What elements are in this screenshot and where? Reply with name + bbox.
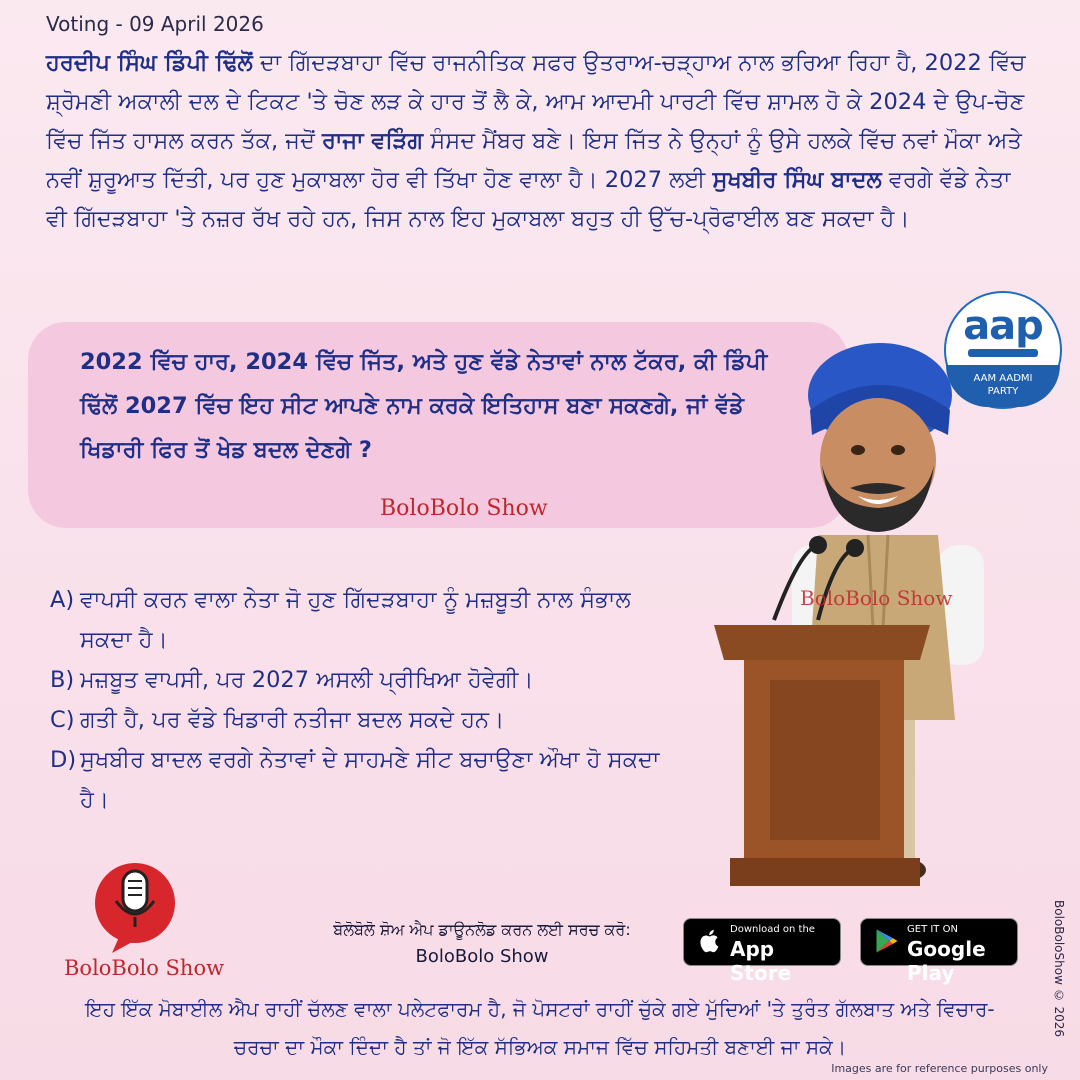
- poll-option-c[interactable]: C) ਗਤੀ ਹੈ, ਪਰ ਵੱਡੇ ਖਿਡਾਰੀ ਨਤੀਜਾ ਬਦਲ ਸਕਦੇ ਹਨ।: [50, 707, 505, 733]
- party-name-line2: PARTY: [987, 386, 1019, 397]
- app-store-small-label: Download on the: [730, 924, 815, 935]
- download-instructions: [292, 920, 672, 967]
- intro-paragraph: [46, 44, 1036, 239]
- politician-at-podium-illustration: [700, 340, 1020, 910]
- footer-description: ਇਹ ਇੱਕ ਮੋਬਾਈਲ ਐਪ ਰਾਹੀਂ ਚੱਲਣ ਵਾਲਾ ਪਲੇਟਫਾਰਮ ਹੈ, ਜੋ ਪੋਸਟਰਾਂ ਰਾਹੀਂ ਚੁੱਕੇ ਗਏ ਮੁੱਦਿਆਂ 'ਤੇ ਤੁਰੰਤ ਗੱਲਬਾਤ ਅਤੇ ਵਿਚਾਰ-ਚਰਚਾ ਦਾ ਮੌਕਾ ਦਿੰਦਾ ਹੈ ਤਾਂ ਜੋ ਇੱਕ ਸੱਭਿਅਕ ਸਮਾਜ ਵਿੱਚ ਸਹਿਮਤੀ ਬਣਾਈ ਜਾ ਸਕੇ।: [85, 997, 995, 1059]
- side-copyright: BoloBoloShow © 2026: [1052, 900, 1066, 1038]
- poll-option-b[interactable]: B) ਮਜ਼ਬੂਤ ਵਾਪਸੀ, ਪਰ 2027 ਅਸਲੀ ਪ੍ਰੀਖਿਆ ਹੋਵੇਗੀ।: [50, 667, 534, 693]
- highlight-sukhbir-badal: ਸੁਖਬੀਰ ਸਿੰਘ ਬਾਦਲ: [712, 167, 882, 193]
- reference-disclaimer: Images are for reference purposes only: [831, 1062, 1048, 1075]
- app-store-label: App Store: [730, 937, 792, 985]
- apple-icon: [696, 927, 724, 955]
- intro-text-2: ਸੰਸਦ ਮੈਂਬਰ ਬਣੇ। ਇਸ ਜਿੱਤ ਨੇ ਉਨ੍ਹਾਂ ਨੂੰ ਉਸੇ ਹਲਕੇ ਵਿੱਚ ਨਵਾਂ ਮੌਕਾ ਅਤੇ ਨਵੀਂ ਸ਼ੁਰੂਆਤ ਦਿੱਤੀ, ਪਰ ਹੁਣ ਮੁਕਾਬਲਾ ਹੋਰ ਵੀ ਤਿੱਖਾ ਹੋਣ ਵਾਲਾ ਹੈ। 2027 ਲਈ: [46, 128, 1022, 193]
- highlight-dimpy-dhillon: ਹਰਦੀਪ ਸਿੰਘ ਡਿੰਪੀ ਢਿੱਲੋਂ: [46, 50, 253, 76]
- google-play-icon: [873, 927, 901, 955]
- party-name-line1: AAM AADMI: [973, 373, 1033, 384]
- google-play-badge[interactable]: [860, 918, 1018, 985]
- poll-option-a[interactable]: A) ਵਾਪਸੀ ਕਰਨ ਵਾਲਾ ਨੇਤਾ ਜੋ ਹੁਣ ਗਿੱਦੜਬਾਹਾ ਨੂੰ ਮਜ਼ਬੂਤੀ ਨਾਲ ਸੰਭਾਲ ਸਕਦਾ ਹੈ।: [50, 587, 631, 653]
- poster-date: Voting - 09 April 2026: [46, 12, 264, 36]
- search-term: BoloBolo Show: [415, 946, 549, 967]
- download-line: ਬੋਲੋਬੋਲੋ ਸ਼ੋਅ ਐਪ ਡਾਊਨਲੋਡ ਕਰਨ ਲਈ ਸਰਚ ਕਰੋ:: [333, 920, 631, 939]
- google-play-label: Google Play: [907, 937, 986, 985]
- aap-logo-mark: aap: [963, 303, 1043, 349]
- intro-text-1: ਦਾ ਗਿੱਦੜਬਾਹਾ ਵਿੱਚ ਰਾਜਨੀਤਿਕ ਸਫਰ ਉਤਰਾਅ-ਚੜ੍ਹਾਅ ਨਾਲ ਭਰਿਆ ਰਿਹਾ ਹੈ, 2022 ਵਿੱਚ ਸ਼੍ਰੋਮਣੀ ਅਕਾਲੀ ਦਲ ਦੇ ਟਿਕਟ 'ਤੇ ਚੋਣ ਲੜ ਕੇ ਹਾਰ ਤੋਂ ਲੈ ਕੇ, ਆਮ ਆਦਮੀ ਪਾਰਟੀ ਵਿੱਚ ਸ਼ਾਮਲ ਹੋ ਕੇ 2024 ਦੇ ਉਪ-ਚੋਣ ਵਿੱਚ ਜਿੱਤ ਹਾਸਲ ਕਰਨ ਤੱਕ, ਜਦੋਂ: [46, 50, 1026, 154]
- intro-text-3: ਵਰਗੇ ਵੱਡੇ ਨੇਤਾ ਵੀ ਗਿੱਦੜਬਾਹਾ 'ਤੇ ਨਜ਼ਰ ਰੱਖ ਰਹੇ ਹਨ, ਜਿਸ ਨਾਲ ਇਹ ਮੁਕਾਬਲਾ ਬਹੁਤ ਹੀ ਉੱਚ-ਪ੍ਰੋਫਾਈਲ ਬਣ ਸਕਦਾ ਹੈ।: [46, 167, 1011, 232]
- question-text: 2022 ਵਿੱਚ ਹਾਰ, 2024 ਵਿੱਚ ਜਿੱਤ, ਅਤੇ ਹੁਣ ਵੱਡੇ ਨੇਤਾਵਾਂ ਨਾਲ ਟੱਕਰ, ਕੀ ਡਿੰਪੀ ਢਿੱਲੋਂ 2027 ਵਿੱਚ ਇਹ ਸੀਟ ਆਪਣੇ ਨਾਮ ਕਰਕੇ ਇਤਿਹਾਸ ਬਣਾ ਸਕਣਗੇ, ਜਾਂ ਵੱਡੇ ਖਿਡਾਰੀ ਫਿਰ ਤੋਂ ਖੇਡ ਬਦਲ ਦੇਣਗੇ ?: [80, 349, 768, 463]
- brand-watermark-question: BoloBolo Show: [380, 496, 548, 521]
- app-store-badge[interactable]: [683, 918, 841, 985]
- brand-name-bottom: BoloBolo Show: [64, 956, 225, 980]
- poll-option-d[interactable]: D) ਸੁਖਬੀਰ ਬਾਦਲ ਵਰਗੇ ਨੇਤਾਵਾਂ ਦੇ ਸਾਹਮਣੇ ਸੀਟ ਬਚਾਉਣਾ ਔਖਾ ਹੋ ਸਕਦਾ ਹੈ।: [50, 747, 660, 813]
- poll-options: [50, 580, 670, 820]
- brand-watermark-figure: BoloBolo Show: [800, 586, 953, 610]
- google-play-small-label: GET IT ON: [907, 924, 958, 935]
- bolobolo-mic-icon: [90, 855, 180, 955]
- highlight-raja-warring: ਰਾਜਾ ਵੜਿੰਗ: [322, 128, 424, 154]
